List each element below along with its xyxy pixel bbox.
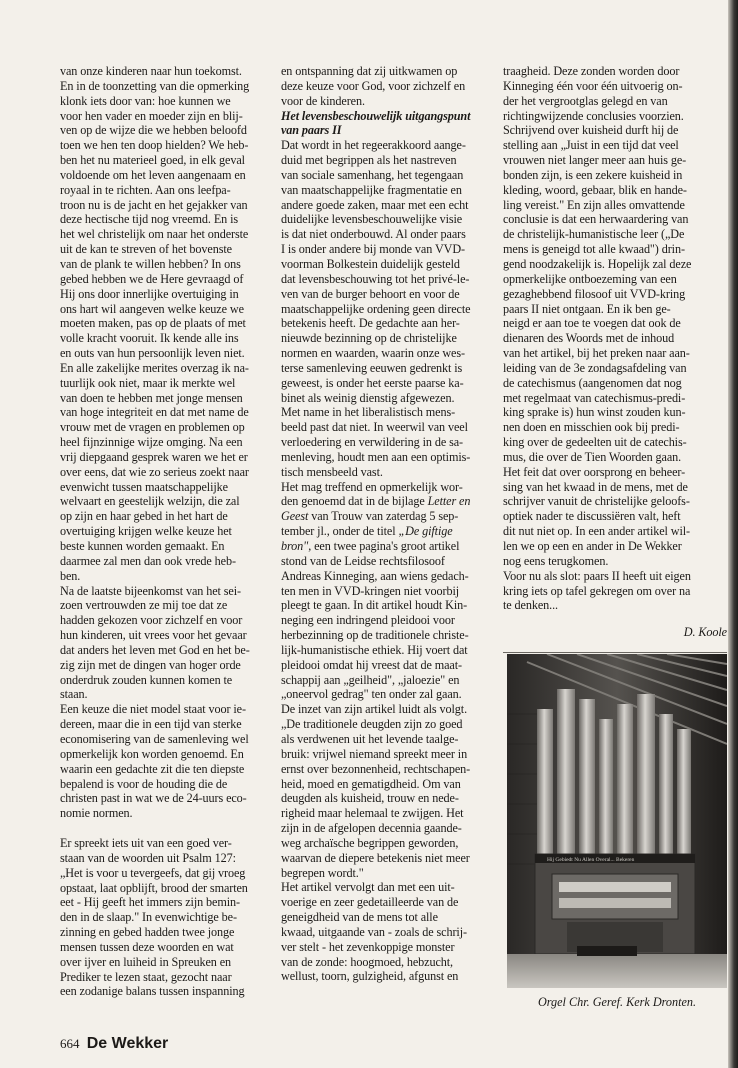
magazine-name: De Wekker (86, 1035, 169, 1052)
author-signature: D. Koole (683, 625, 727, 640)
paragraph-text: van Trouw van zaterdag 5 sep- tember jl., onder de titel (281, 509, 459, 539)
paragraph: en ontspanning dat zij uitkwamen op deze keuze voor God, voor zichzelf en voor de kinderen. (281, 64, 466, 108)
article-column-1 (60, 64, 272, 999)
section-heading: Het levensbeschouwelijk uitgangspunt van paars II (281, 108, 471, 138)
page-edge-shadow (728, 0, 738, 1068)
article-column-3 (503, 64, 727, 653)
article-column-2 (281, 64, 495, 984)
page-footer (60, 1035, 168, 1053)
paragraph: Voor nu als slot: paars II heeft uit eigen kring iets op tafel gekregen om over na te denken... (503, 568, 691, 613)
organ-photo (507, 654, 727, 988)
photo-caption: Orgel Chr. Geref. Kerk Dronten. (537, 995, 697, 1009)
paragraph (281, 480, 495, 881)
paragraph: Dat wordt in het regeerakkoord aange- duid met begrippen als het nastreven van sociale samenhang, het tegengaan van maatschappelijke fragmentatie en andere goede zaken, maar met een echt duidelijke levensbeschouwelijke visie is dat niet onderbouwd. Al onder paars I is onder andere bij monde van VVD- voorman Bolkestein duidelijk gesteld dat levensbeschouwing tot het privé-le- ven van de burger behoort en voor de maatschappelijke ordening geen directe betekenis heeft. De gedachte aan her- nieuwde bezinning op de christelijke normen en waarden, waarin onze wes- terse samenleving eeuwen gedrenkt is geweest, is onder het eerste paarse ka- binet als weinig dienstig afgewezen. Met name in het liberalistisch mens- beeld past dat niet. In weerwil van veel verloedering en verwildering in de sa- menleving, houdt men aan een optimis- tisch mensbeeld vast. (281, 138, 471, 479)
paragraph-text: Het mag treffend en opmerkelijk wor- den genoemd dat in de bijlage (281, 479, 463, 509)
article-title: „De giftige bron" (281, 524, 453, 553)
divider (503, 652, 727, 653)
paragraph: Het artikel vervolgt dan met een uit- voerige en zeer gedetailleerde van de geneigdheid van de mens tot alle kwaad, uitgaande van - zoals de schrij- ver stelt - het zevenkoppige monster van de zonde: hoogmoed, hebzucht, wellust, toorn, gulzigheid, afgunst en (281, 880, 467, 984)
paragraph: Een keuze die niet model staat voor ie- dereen, maar die in een tijd van sterke economisering van de samenleving wel opmerkelijk kon worden genoemd. En waarin een gedachte zit die ten diepste bepalend is voor de houding die de christen past in wat we de 24-uurs eco- nomie normen. (60, 702, 249, 821)
paragraph: traagheid. Deze zonden worden door Kinneging één voor één uitvoerig on- der het vergrootglas gelegd en van richtingwijzende conclusies voorzien. Schrijvend over kuisheid durft hij de stelling aan „Juist in een tijd dat veel vrouwen niet langer meer aan huis ge- bonden zijn, is een zekere kuisheid in kleding, woord, gebaar, blik en hande- ling vereist." En zijn alles omvattende conclusie is dat een herwaardering van de christelijk-humanistische leer („De mens is geneigd tot alle kwaad") drin- gend noodzakelijk is. Hopelijk zal deze opmerkelijke ontboezeming van een gezaghebbend filosoof uit VVD-kring paars II niet ontgaan. En ik ben ge- neigd er aan toe te voegen dat ook de dienaren des Woords met de inhoud van het artikel, bij het preken naar aan- leiding van de 3e zondagsafdeling van de catechismus (aangenomen dat nog met regelmaat van catechismus-predi- king sprake is) hun winst zouden kun- nen doen en misschien ook bij predi- king over de gedeelten uit de catechis- mus, die over de Tien Woorden gaan. Het feit dat over oorsprong en beheer- sing van het kwaad in de mens, met de schrijver vanuit de christelijke geloofs- optiek nader te discussiëren valt, heft dit nut niet op. In een ander artikel wil- len we op een en ander in De Wekker nog eens terugkomen. (503, 64, 692, 568)
publication-title: Letter en Geest (281, 494, 471, 524)
paragraph: van onze kinderen naar hun toekomst. En in de toonzetting van die opmerking klonk iets door van: hoe kunnen we voor hen vader en moeder zijn en blij- ven op de wijze die we hebben beloofd toen we hen ten doop hielden? We heb- ben het nu materieel goed, in elk geval voldoende om het leven aangenaam en royaal in te richten. Aan ons leefpa- troon nu is de jacht en het gejakker van deze hectische tijd nog vreemd. En is het wel christelijk om naar het onderste uit de kan te streven of het bovenste van de plank te willen hebben? In ons gebed hebben we de Here gevraagd of Hij ons door innerlijke overtuiging in ons hart wil aangeven welke keuze we moeten maken, pas op de plaats of met volle kracht vooruit. Ik kende alle ins en outs van hun persoonlijk leven niet. En alle zakelijke merites overzag ik na- tuurlijk ook niet, maar ik merkte wel van doen te hebben met jonge mensen van hoge integriteit en dat met name de vrouw met de vragen en problemen op heel fijnzinnige wijze omging. Na een vrij diepgaand gesprek waren we het er over eens, dat wie zo serieus zoekt naar evenwicht tussen maatschappelijke welvaart en geestelijk welzijn, die zal op zijn en haar gebed in het hart de overtuiging krijgen welke keuze het beste kunnen worden gemaakt. En daarmee zal men dan ook vrede heb- ben. (60, 64, 250, 583)
paragraph: Er spreekt iets uit van een goed ver- staan van de woorden uit Psalm 127: „Het is voor u tevergeefs, dat gij vroeg opstaat, laat opblijft, brood der smarten eet - Hij geeft het immers zijn bemin- den in de slaap." In evenwichtige be- zinning en gebed hadden twee jonge mensen tussen deze woorden en wat over ijver en luiheid in Spreuken en Prediker te lezen staat, gezocht naar een zodanige balans tussen inspanning (60, 836, 248, 999)
paragraph-text: , een twee pagina's groot artikel stond van de Leidse rechtsfilosoof Andreas Kinneging, aan wiens gedach- ten men in VVD-kringen niet voorbij pleegt te gaan. In dit artikel houdt Kin- neging een indringend pleidooi voor herbezinning op de traditionele christe- lijk-humanistische ethiek. Hij voert dat pleidooi omdat hij vreest dat de maat- schappij aan „geilheid", „jaloezie" en „oneervol gedrag" ten onder zal gaan. De inzet van zijn artikel luidt als volgt. „De traditionele deugden zijn zo goed als verdwenen uit het levende taalge- bruik: vrijwel niemand spreekt meer in ernst over bezonnenheid, rechtschapen- heid, moed en gematigdheid. Om van deugden als kuisheid, trouw en nede- righeid maar helemaal te zwijgen. Het zijn in de afgelopen decennia gaande- weg archaïsche begrippen geworden, waarvan de diepere betekenis niet meer begrepen wordt." (281, 539, 471, 880)
paragraph: Na de laatste bijeenkomst van het sei- zoen vertrouwden ze mij toe dat ze hadden gekozen voor zichzelf en voor hun kinderen, uit vrees voor het gevaar dat anders het leven met God en het be- zig zijn met de dingen van hoger orde onderdruk zouden kunnen komen te staan. (60, 583, 250, 702)
organ-banner-text: Hij Gebiedt Nu Allen Overal... Bekeren (547, 857, 635, 863)
page-number: 664 (60, 1036, 80, 1051)
